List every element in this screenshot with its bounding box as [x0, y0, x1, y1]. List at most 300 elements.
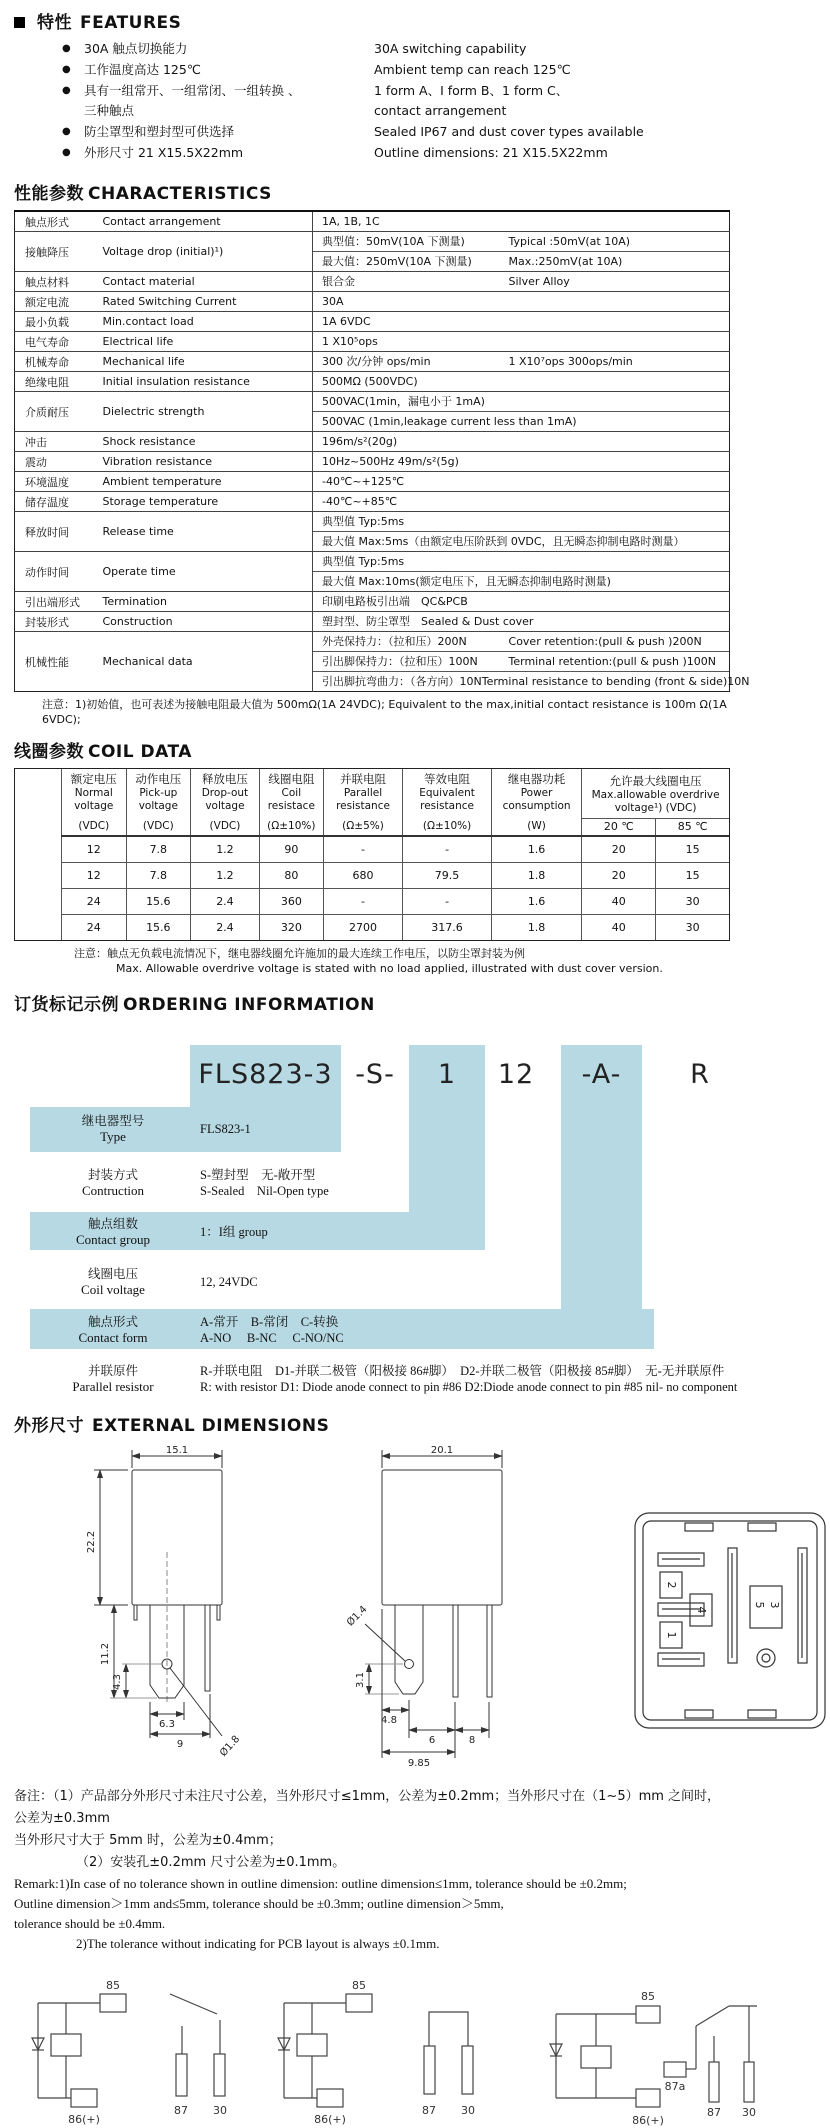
value-text: -40℃~+125℃	[322, 475, 405, 488]
value-text-en: Terminal retention:(pull & push )100N	[508, 655, 716, 668]
coil-cell: 80	[259, 862, 323, 888]
param-value	[313, 332, 730, 352]
terminal-87-box	[709, 2062, 719, 2102]
param-name-cn: 机械寿命	[25, 355, 69, 369]
characteristics-section	[14, 179, 750, 727]
ordering-code-segment: FLS823-3	[198, 1059, 333, 1090]
characteristics-title-en: CHARACTERISTICS	[88, 184, 272, 204]
value-text-cn: 引出脚保持力：（拉和压）100N	[322, 655, 478, 668]
pin-label-85: 85	[106, 1979, 120, 1992]
value-text: 196m/s²(20g)	[322, 435, 398, 448]
contact-bridge	[429, 2012, 468, 2046]
param-name-en: Contact arrangement	[102, 215, 221, 228]
dim-front-width: 20.1	[430, 1445, 454, 1456]
coil-header-unit: (Ω±5%)	[342, 820, 384, 832]
features-title	[14, 8, 731, 33]
coil-header-en: Power consumption	[502, 787, 571, 812]
dimension-remark-line: （2）安装孔±0.2mm 尺寸公差为±0.1mm。	[76, 1855, 346, 1870]
param-value	[313, 372, 730, 392]
characteristics-row	[15, 512, 730, 552]
ordering-label-cn: 触点形式	[87, 1314, 138, 1329]
feature-line-cn: 防尘罩型和塑封型可供选择	[84, 124, 235, 139]
coil-cell: 360	[259, 888, 323, 914]
ordering-title-en: ORDERING INFORMATION	[123, 995, 375, 1015]
relay-body-outline	[382, 1470, 502, 1605]
coil-cell: 24	[62, 914, 127, 940]
dimension-remark-line: 当外形尺寸大于 5mm 时，公差为±0.4mm；	[14, 1833, 282, 1848]
coil-cell: 15.6	[126, 914, 191, 940]
characteristics-row	[15, 352, 730, 372]
coil-header-cell	[323, 769, 402, 836]
value-text-en: Cover retention:(pull & push )200N	[508, 635, 702, 648]
pin-label-30: 30	[461, 2104, 475, 2117]
coil-cell: 1.6	[491, 888, 581, 914]
param-name-cn: 最小负载	[25, 315, 69, 329]
ordering-value-line: 1：I组 group	[200, 1225, 268, 1239]
coil-overdrive-cn: 允许最大线圈电压	[609, 773, 702, 788]
coil-cell: 1.2	[191, 862, 260, 888]
features-title-cn: 特性	[37, 13, 72, 33]
coil-cell: 320	[259, 914, 323, 940]
coil-cell: 90	[259, 836, 323, 862]
terminal-87a-box	[664, 2062, 686, 2077]
value-text-cn: 最大值：250mV(10A 下测量)	[322, 255, 472, 268]
value-subrow	[313, 251, 729, 271]
ordering-label-cn: 触点组数	[87, 1216, 138, 1231]
dim-side-b1: 6.3	[159, 1719, 175, 1730]
param-name-cn: 介质耐压	[25, 405, 69, 419]
coil-header-cn: 继电器功耗	[507, 772, 566, 786]
pin-number-4: 4	[695, 1606, 708, 1614]
ordering-code-segment: -A-	[581, 1059, 622, 1090]
ordering-value-line2: S-Sealed Nil-Open type	[200, 1184, 329, 1198]
feature-line-en: contact arrangement	[374, 103, 507, 118]
param-name-en: Termination	[102, 595, 168, 608]
coil-note-cn: 注意：触点无负载电流情况下，继电器线圈允许施加的最大连续工作电压，以防尘罩封装为例	[74, 947, 525, 960]
coil-header-unit: (VDC)	[142, 820, 174, 832]
ordering-label-en: Type	[100, 1129, 126, 1144]
dimension-remark-line: 备注：（1）产品部分外形尺寸未注尺寸公差，当外形尺寸≤1mm，公差为±0.2mm；当外形尺寸在（1~5）mm 之间时，公差为±0.3mm	[14, 1789, 721, 1826]
param-value	[313, 612, 730, 632]
param-name-cn: 动作时间	[25, 565, 69, 579]
coil-cell: 2.4	[191, 888, 260, 914]
dim-front-hole: Ø1.4	[344, 1603, 370, 1629]
features-section	[14, 8, 731, 163]
param-value	[313, 492, 730, 512]
characteristics-row	[15, 592, 730, 612]
feature-text-cn	[84, 143, 374, 163]
coil-cell: 12	[62, 836, 127, 862]
value-text-en: Silver Alloy	[508, 275, 570, 288]
coil-header-cn: 额定电压	[70, 772, 117, 786]
coil-header-row	[62, 769, 730, 818]
switch-blade	[170, 1994, 217, 2014]
ordering-value-line2: A-NO B-NC C-NO/NC	[200, 1331, 344, 1345]
coil-header-en: Parallel resistance	[336, 787, 390, 812]
param-name-cn: 储存温度	[25, 495, 69, 509]
feature-text-cn	[84, 39, 374, 59]
value-text: 1A 6VDC	[322, 315, 371, 328]
feature-line-cn: 具有一组常开、一组常闭、一组转换 、	[84, 83, 301, 98]
coil-data-row	[62, 862, 730, 888]
feature-line-cn: 工作温度高达 125℃	[84, 62, 201, 77]
value-text: 500VAC(1min，漏电小于 1mA)	[322, 395, 485, 408]
param-name-en: Contact material	[102, 275, 195, 288]
ordering-row-value	[200, 1159, 734, 1207]
value-subrow	[313, 372, 729, 391]
characteristics-row	[15, 452, 730, 472]
ordering-value-line: R-并联电阻 D1-并联二极管（阳极接 86#脚） D2-并联二极管（阳极接 85#脚） 无-无并联原件	[200, 1364, 725, 1378]
feature-text-en	[374, 39, 731, 59]
terminal-87-box	[176, 2054, 187, 2096]
param-name-en: Storage temperature	[102, 495, 219, 508]
dim-front-s2: 4.8	[381, 1715, 397, 1726]
coil-title-en: COIL DATA	[88, 742, 192, 762]
ordering-value-line: A-常开 B-常闭 C-转换	[200, 1315, 339, 1329]
relay-body-outline	[132, 1470, 222, 1605]
param-name-cn: 引出端形式	[25, 595, 80, 609]
terminal-30-box	[214, 2054, 225, 2096]
pin-label-86: 86(+)	[632, 2114, 664, 2127]
dim-side-pin-length: 11.2	[100, 1642, 111, 1666]
characteristics-row	[15, 372, 730, 392]
dimension-remark-line: Outline dimension＞1mm and≤5mm, tolerance should be ±0.3mm; outline dimension＞5mm,	[14, 1896, 504, 1911]
coil-header-cell	[403, 769, 492, 836]
terminal-86-box	[71, 2089, 97, 2107]
dimension-remark-line: tolerance should be ±0.4mm.	[14, 1916, 166, 1931]
coil-header-en: Coil resistace	[267, 787, 315, 812]
param-name-cn: 环境温度	[25, 475, 69, 489]
value-text: 1A, 1B, 1C	[322, 215, 380, 228]
pin-label-87: 87	[707, 2106, 721, 2119]
feature-line-cn: 三种触点	[84, 103, 135, 118]
value-text: 1 X10⁵ops	[322, 335, 378, 348]
param-name-en: Release time	[102, 525, 174, 538]
param-name-en: Dielectric strength	[102, 405, 205, 418]
coil-cell: 40	[582, 888, 656, 914]
feature-line-en: 1 form A、I form B、1 form C、	[374, 83, 569, 98]
dim-side-width: 15.1	[165, 1445, 189, 1456]
value-subrow	[313, 212, 729, 231]
feature-text-cn	[84, 122, 374, 142]
coil-cell: 7.8	[126, 862, 191, 888]
pin-label-85: 85	[352, 1979, 366, 1992]
pin-number-1: 1	[665, 1631, 678, 1639]
characteristics-row	[15, 552, 730, 592]
param-name-en: Initial insulation resistance	[102, 375, 250, 388]
characteristics-row	[15, 211, 730, 232]
ordering-label-en: Contact form	[78, 1330, 148, 1345]
coil-cell: 20	[582, 836, 656, 862]
pin-label-87: 87	[174, 2104, 188, 2117]
feature-item	[14, 143, 731, 163]
coil-box	[581, 2046, 611, 2068]
coil-cell: 1.8	[491, 914, 581, 940]
coil-header-unit: (VDC)	[78, 820, 110, 832]
wiring-diagrams	[14, 1976, 756, 2128]
pin-number-3: 3	[768, 1601, 781, 1609]
value-subrow	[313, 232, 729, 251]
param-name-en: Min.contact load	[102, 315, 194, 328]
coil-cell: 15	[656, 862, 729, 888]
coil-header-cell	[191, 769, 260, 836]
feature-item	[14, 39, 731, 59]
value-text-en: Max.:250mV(at 10A)	[508, 255, 623, 268]
ordering-label-en: Contact group	[75, 1232, 150, 1247]
coil-header-en: Equivalent resistance	[419, 787, 475, 812]
coil-header-cell	[491, 769, 581, 836]
param-name-cn: 触点形式	[25, 215, 69, 229]
value-text: 塑封型、防尘罩型 Sealed & Dust cover	[322, 615, 534, 628]
value-subrow	[313, 592, 729, 611]
characteristics-row	[15, 292, 730, 312]
pin-label-86: 86(+)	[314, 2113, 346, 2126]
value-text-cn: 引出脚抗弯曲力：（各方向）10N	[322, 675, 482, 688]
param-name-cn: 电气寿命	[25, 335, 69, 349]
feature-line-en: Sealed IP67 and dust cover types available	[374, 124, 644, 139]
param-name-cn: 接触降压	[25, 245, 69, 259]
coil-header-cn: 线圈电阻	[268, 772, 315, 786]
coil-header-cell	[62, 769, 127, 836]
param-name-en: Shock resistance	[102, 435, 196, 448]
coil-header-unit: (Ω±10%)	[267, 820, 316, 832]
ordering-title	[14, 990, 731, 1015]
ordering-title-cn: 订货标记示例	[14, 995, 119, 1015]
characteristics-row	[15, 432, 730, 452]
coil-data-row	[62, 836, 730, 862]
dim-side-height: 22.2	[86, 1530, 97, 1554]
ordering-value-line: FLS823-1	[200, 1122, 251, 1136]
characteristics-row	[15, 472, 730, 492]
ordering-row-value	[200, 1211, 734, 1253]
feature-line-en: 30A switching capability	[374, 41, 527, 56]
pin-label-30: 30	[742, 2106, 756, 2119]
coil-data-row	[62, 888, 730, 914]
ordering-row-label	[42, 1355, 184, 1403]
coil-header-cn: 并联电阻	[340, 772, 386, 786]
ordering-label-en: Contruction	[81, 1183, 145, 1198]
param-name-cn: 震动	[25, 455, 47, 469]
ordering-label-cn: 继电器型号	[81, 1113, 145, 1128]
ordering-section	[14, 990, 738, 1405]
ordering-row-value	[200, 1259, 734, 1305]
side-view-drawing	[72, 1442, 307, 1780]
coil-header-en: Normal voltage	[74, 787, 114, 812]
ordering-label-en: Parallel resistor	[72, 1379, 154, 1394]
value-text-cn: 典型值：50mV(10A 下测量)	[322, 235, 465, 248]
ordering-row-value	[200, 1308, 734, 1352]
coil-cell: 1.8	[491, 862, 581, 888]
value-subrow	[313, 272, 729, 291]
coil-header-overdrive	[582, 769, 729, 818]
socket-outline	[635, 1513, 825, 1728]
coil-cell: 12	[62, 862, 127, 888]
dim-front-s1: 3.1	[355, 1672, 366, 1688]
param-name-en: Rated Switching Current	[102, 295, 237, 308]
coil-data-row	[62, 914, 730, 940]
param-name-en: Vibration resistance	[102, 455, 213, 468]
feature-text-cn	[84, 81, 374, 121]
dimension-remarks	[14, 1786, 731, 1954]
bullet-icon: ●	[62, 147, 71, 158]
ordering-diagram	[14, 1027, 736, 1405]
characteristics-table	[14, 210, 750, 692]
bottom-view-drawing	[630, 1508, 830, 1736]
terminal-30-box	[462, 2046, 473, 2094]
coil-header-cell	[259, 769, 323, 836]
feature-item	[14, 60, 731, 80]
value-subrow	[313, 392, 729, 411]
ordering-value-line: S-塑封型 无-敞开型	[200, 1168, 316, 1182]
coil-cell: 79.5	[403, 862, 492, 888]
value-subrow	[313, 671, 750, 691]
param-name-en: Mechanical life	[102, 355, 185, 368]
dimensions-title-cn: 外形尺寸	[14, 1416, 84, 1436]
terminal-85-box	[636, 2006, 660, 2023]
value-text-cn: 银合金	[322, 275, 355, 288]
coil-cell: 7.8	[126, 836, 191, 862]
param-value	[313, 472, 730, 492]
bullet-icon: ●	[62, 126, 71, 137]
value-subrow	[313, 571, 729, 591]
param-name-cn: 机械性能	[25, 655, 69, 669]
param-name-en: Mechanical data	[102, 655, 193, 668]
dim-side-b2: 9	[176, 1739, 184, 1750]
dimensions-section	[14, 1411, 781, 1954]
value-text-en: Typical :50mV(at 10A)	[508, 235, 631, 248]
pin-label-87: 87	[422, 2104, 436, 2117]
param-name-en: Construction	[102, 615, 173, 628]
coil-cell: 15.6	[126, 888, 191, 914]
characteristics-row	[15, 492, 730, 512]
value-subrow	[313, 352, 729, 371]
coil-subheader-cell: 85 ℃	[656, 818, 729, 836]
value-subrow	[313, 452, 729, 471]
param-value	[313, 632, 750, 692]
ordering-row-label	[42, 1308, 184, 1352]
value-text-en: 1 X10⁷ops 300ops/min	[508, 355, 633, 368]
coil-header-cn: 等效电阻	[424, 772, 471, 786]
param-value	[313, 512, 730, 552]
dimension-remark-line: 2)The tolerance without indicating for PCB layout is always ±0.1mm.	[76, 1936, 440, 1951]
characteristics-row	[15, 232, 730, 272]
coil-title-cn: 线圈参数	[14, 742, 84, 762]
value-text: 典型值 Typ:5ms	[322, 515, 405, 528]
param-name-en: Operate time	[102, 565, 176, 578]
param-name-cn: 额定电流	[25, 295, 69, 309]
feature-text-cn	[84, 60, 374, 80]
value-subrow	[313, 651, 729, 671]
value-text: 500MΩ (500VDC)	[322, 375, 418, 388]
coil-cell: 680	[323, 862, 402, 888]
value-text: 最大值 Max:5ms（由额定电压阶跃到 0VDC，且无瞬态抑制电路时测量）	[322, 535, 685, 548]
param-name-en: Electrical life	[102, 335, 174, 348]
param-value	[313, 232, 730, 272]
value-text: 典型值 Typ:5ms	[322, 555, 405, 568]
param-name-cn: 触点材料	[25, 275, 69, 289]
value-subrow	[313, 531, 729, 551]
param-name-cn: 释放时间	[25, 525, 69, 539]
bullet-icon: ●	[62, 85, 71, 96]
pin-hole	[405, 1660, 414, 1669]
feature-text-en	[374, 122, 731, 142]
ordering-code-segment: 12	[497, 1059, 535, 1090]
ordering-row-label	[42, 1159, 184, 1207]
coil-note-en: Max. Allowable overdrive voltage is stated with no load applied, illustrated with dust cover version.	[116, 962, 663, 975]
coil-cell: 30	[656, 888, 729, 914]
terminal-85-box	[100, 1994, 126, 2012]
pin-number-5: 5	[753, 1601, 766, 1609]
coil-cell: 2.4	[191, 914, 260, 940]
pin-label-85: 85	[641, 1990, 655, 2003]
param-value	[313, 312, 730, 332]
circuit-diode-coil-2	[268, 1976, 380, 2128]
param-value	[313, 211, 730, 232]
ordering-label-cn: 封装方式	[87, 1167, 138, 1182]
feature-line-en: Outline dimensions: 21 X15.5X22mm	[374, 145, 608, 160]
coil-header-cell	[126, 769, 191, 836]
switch-blade	[696, 2006, 729, 2026]
param-value	[313, 552, 730, 592]
terminal-85-box	[346, 1994, 372, 2012]
ordering-label-cn: 并联原件	[87, 1363, 138, 1378]
value-subrow	[313, 512, 729, 531]
value-subrow	[313, 472, 729, 491]
coil-table	[61, 769, 729, 940]
coil-title	[14, 737, 731, 762]
param-name-en: Ambient temperature	[102, 475, 222, 488]
coil-cell: 15	[656, 836, 729, 862]
circuit-diode-coil-1	[22, 1976, 134, 2128]
terminal-86-box	[636, 2089, 660, 2107]
value-text: 30A	[322, 295, 344, 308]
value-subrow	[313, 332, 729, 351]
coil-header-en: Pick-up voltage	[138, 787, 178, 812]
coil-cell: 24	[62, 888, 127, 914]
dim-front-b3: 9.85	[407, 1758, 431, 1769]
ordering-row-value	[200, 1355, 738, 1403]
circuit-contact-bridge	[410, 1976, 496, 2128]
coil-box	[297, 2034, 327, 2056]
value-text: 10Hz~500Hz 49m/s²(5g)	[322, 455, 459, 468]
value-text: -40℃~+85℃	[322, 495, 398, 508]
pin-label-30: 30	[213, 2104, 227, 2117]
param-name-cn: 绝缘电阻	[25, 375, 69, 389]
characteristics-row	[15, 632, 730, 692]
pin-label-87a: 87a	[664, 2080, 686, 2093]
characteristics-row	[15, 332, 730, 352]
ordering-value-line: 12, 24VDC	[200, 1275, 258, 1289]
terminal-30-box	[744, 2062, 754, 2102]
feature-text-en	[374, 81, 731, 121]
ordering-code-segment: -S-	[355, 1059, 395, 1090]
coil-section	[14, 737, 731, 976]
coil-cell: 30	[656, 914, 729, 940]
ordering-label-cn: 线圈电压	[87, 1266, 138, 1281]
coil-cell: -	[403, 888, 492, 914]
coil-header-en: Drop-out voltage	[201, 787, 249, 812]
dim-side-hole: Ø1.8	[218, 1733, 243, 1759]
coil-cell: 20	[582, 862, 656, 888]
blade-pin-outline	[395, 1605, 423, 1694]
coil-box	[51, 2034, 81, 2056]
param-value	[313, 452, 730, 472]
value-subrow	[313, 292, 729, 311]
characteristics-title	[14, 179, 731, 204]
coil-cell: -	[323, 836, 402, 862]
characteristics-note: 注意：1)初始值，也可表述为接触电阻最大值为 500mΩ(1A 24VDC); Equivalent to the max,initial contact resistance is 100m Ω(1A 6VDC);	[42, 698, 727, 726]
terminal-86-box	[317, 2089, 343, 2107]
